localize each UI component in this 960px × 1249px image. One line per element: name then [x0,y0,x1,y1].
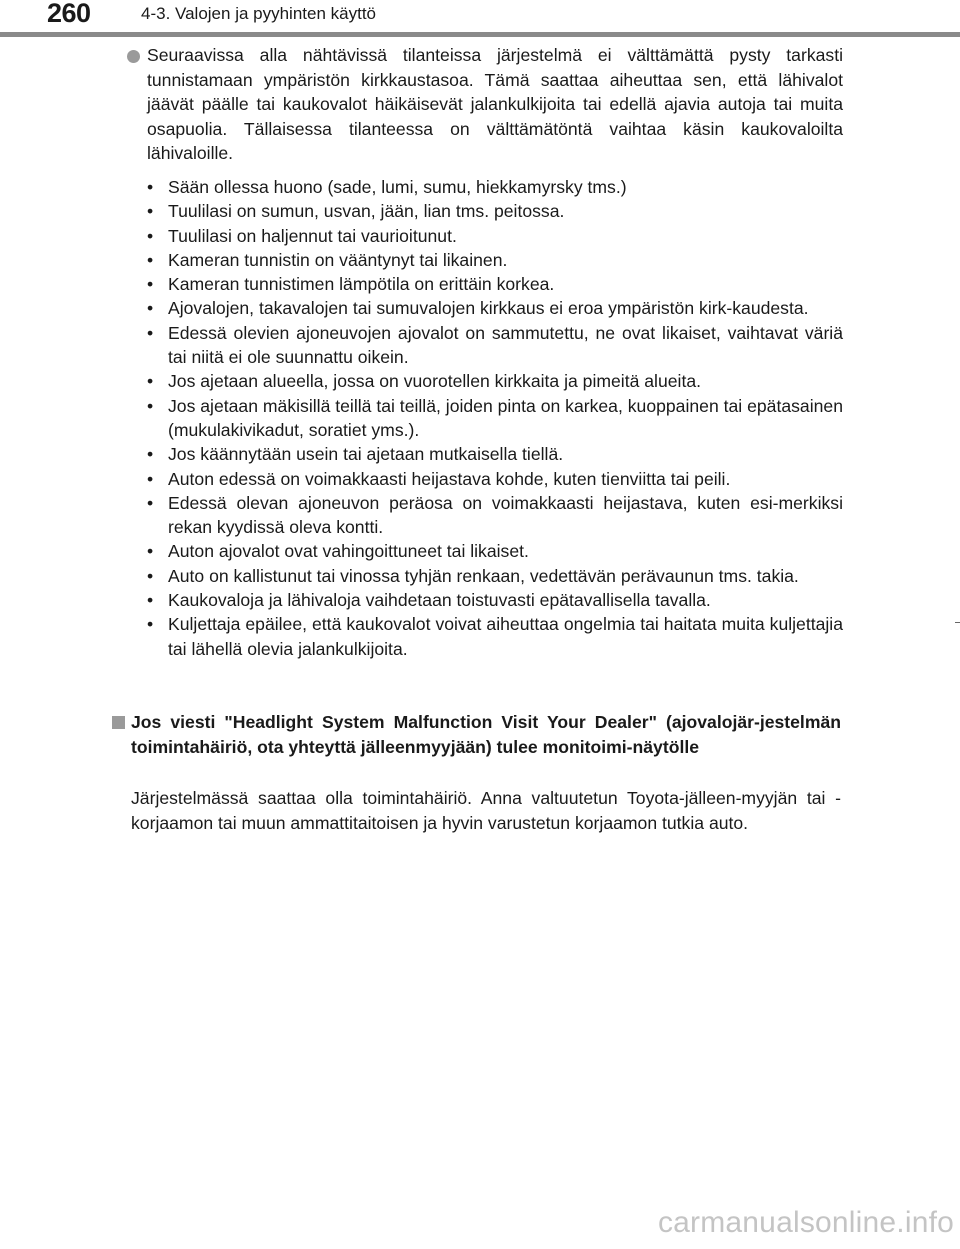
section-square-icon [112,716,125,729]
bullet-icon: • [147,468,154,489]
condition-list [147,175,843,661]
bullet-icon: • [147,444,154,465]
watermark: carmanualsonline.info [657,1206,954,1239]
list-item-text: Jos ajetaan alueella, jossa on vuorotellen kirkkaita ja pimeitä alueita. [168,371,702,392]
list-item [147,369,843,393]
bullet-icon: • [147,395,154,416]
bullet-icon: • [147,565,154,586]
list-item-text: Edessä olevien ajoneuvojen ajovalot on sammutettu, ne ovat likaiset, vaihtavat väriä tai niitä ei ole suunnattu oikein. [168,322,843,368]
list-item-text: Auton edessä on voimakkaasti heijastava kohde, kuten tienviitta tai peili. [168,468,731,489]
list-item [147,612,843,661]
list-item [147,272,843,296]
bullet-icon: • [147,590,154,611]
bullet-icon: • [147,177,154,197]
bullet-icon: • [147,541,154,562]
bullet-icon: • [147,274,154,295]
header-rule [0,32,960,37]
margin-tick [955,622,960,623]
list-item [147,442,843,466]
list-item-text: Kuljettaja epäilee, että kaukovalot voivat aiheuttaa ongelmia tai haitata muita kuljettajia tai lähellä olevia jalankulkijoita. [168,614,843,659]
list-item-text: Jos ajetaan mäkisillä teillä tai teillä, joiden pinta on karkea, kuoppainen tai epätasainen (mukulakivikadut, soratiet yms.). [168,395,843,440]
list-item-text: Auto on kallistunut tai vinossa tyhjän renkaan, vedettävän perävaunun tms. takia. [168,565,799,586]
note-paragraph: Seuraavissa alla nähtävissä tilanteissa järjestelmä ei välttämättä pysty tarkasti tunnistamaan ympäristön kirkkaustasoa. Tämä saattaa aiheuttaa sen, että lähivalot jäävät päälle tai kaukovalot häikäisevät jalankulkijoita tai edellä ajavia autoja tai muita osapuolia. Tällaisessa tilanteessa on välttämätöntä vaihtaa käsin kaukovaloilta lähivaloille. [147,45,843,164]
list-item-text: Auton ajovalot ovat vahingoittuneet tai likaiset. [168,541,529,562]
section-title: 4-3. Valojen ja pyyhinten käyttö [141,4,376,23]
list-item-text: Kameran tunnistin on vääntynyt tai likainen. [168,249,508,270]
list-item-text: Tuulilasi on haljennut tai vaurioitunut. [168,225,457,246]
list-item-text: Kameran tunnistimen lämpötila on erittäin korkea. [168,274,555,295]
bullet-icon: • [147,298,154,319]
list-item [147,394,843,443]
list-item [147,199,843,223]
list-item [147,491,843,540]
list-item [147,539,843,563]
list-item-text: Sään ollessa huono (sade, lumi, sumu, hiekkamyrsky tms.) [168,177,627,197]
bullet-icon: • [147,492,154,513]
bullet-icon: • [147,371,154,392]
bullet-icon: • [147,225,154,246]
list-item [147,467,843,491]
note-bullet-icon [127,50,140,63]
list-item [147,248,843,272]
list-item-text: Kaukovaloja ja lähivaloja vaihdetaan toistuvasti epätavallisella tavalla. [168,590,711,611]
list-item-text: Tuulilasi on sumun, usvan, jään, lian tms. peitossa. [168,201,565,222]
list-item [147,321,843,370]
list-item [147,296,843,320]
list-item [147,224,843,248]
list-item-text: Jos käännytään usein tai ajetaan mutkaisella tiellä. [168,444,564,465]
list-item-text: Ajovalojen, takavalojen tai sumuvalojen kirkkaus ei eroa ympäristön kirk-kaudesta. [168,298,809,319]
bullet-icon: • [147,249,154,270]
bullet-icon: • [147,322,154,343]
list-item [147,175,843,199]
page-number: 260 [47,0,91,28]
section-body: Järjestelmässä saattaa olla toimintahäiriö. Anna valtuutetun Toyota-jälleen-myyjän tai -korjaamon tai muun ammattitaitoisen ja hyvin varustetun korjaamon tutkia auto. [131,788,841,833]
list-item-text: Edessä olevan ajoneuvon peräosa on voimakkaasti heijastava, kuten esi-merkiksi rekan kyydissä oleva kontti. [168,492,843,538]
section-heading: Jos viesti "Headlight System Malfunction Visit Your Dealer" (ajovalojär-jestelmän toimintahäiriö, ota yhteyttä jälleenmyyjään) tulee monitoimi-näytölle [131,712,841,757]
page-header [0,0,960,40]
list-item [147,564,843,588]
bullet-icon: • [147,614,154,635]
bullet-icon: • [147,201,154,222]
list-item [147,588,843,612]
